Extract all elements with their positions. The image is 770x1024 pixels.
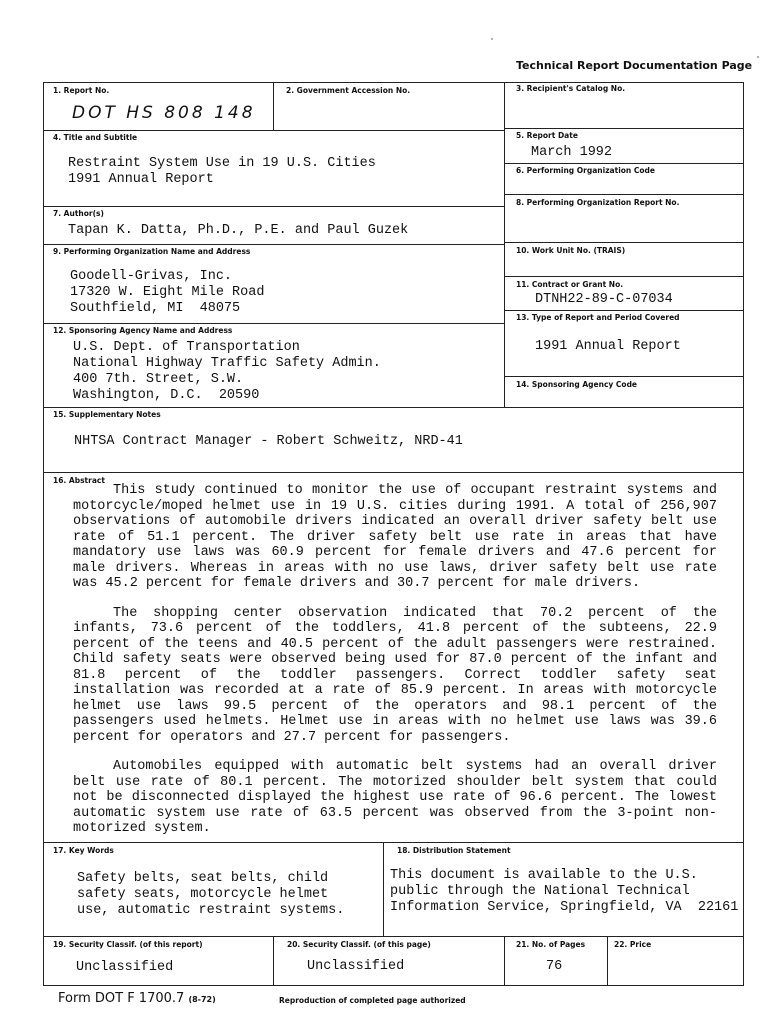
report-type-label: 13. Type of Report and Period Covered bbox=[516, 313, 680, 322]
authors-label: 7. Author(s) bbox=[53, 209, 104, 218]
performing-org-line-3: Southfield, MI 48075 bbox=[70, 301, 241, 316]
performing-org-line-2: 17320 W. Eight Mile Road bbox=[70, 285, 265, 300]
authors-value: Tapan K. Datta, Ph.D., P.E. and Paul Guzek bbox=[68, 223, 409, 238]
divider bbox=[43, 323, 504, 324]
divider bbox=[383, 842, 384, 936]
page-header-title: Technical Report Documentation Page bbox=[516, 59, 753, 72]
sponsoring-agency-line-4: Washington, D.C. 20590 bbox=[73, 388, 260, 403]
sponsoring-agency-code-label: 14. Sponsoring Agency Code bbox=[516, 380, 638, 389]
abstract-paragraph-1: This study continued to monitor the use of occupant restraint systems and motorcycle/moped helmet use in 19 U.S. cities during 1991. A total of 256,907 observations of automobile drivers indicated an overall driver safety belt use rate of 51.1 percent. The driver safety belt use rate in areas that have mandatory use laws was 60.9 percent for female drivers and 47.6 percent for male drivers. Whereas in areas with no use laws, driver safety belt use rate was 45.2 percent for female drivers and 30.7 percent for male drivers. bbox=[73, 483, 717, 591]
security-report-label: 19. Security Classif. (of this report) bbox=[53, 940, 203, 949]
distribution-line-1: This document is available to the U.S. bbox=[390, 868, 698, 883]
divider bbox=[504, 936, 505, 985]
title-label: 4. Title and Subtitle bbox=[53, 133, 138, 142]
form-border-bottom bbox=[43, 985, 744, 986]
key-words-line-1: Safety belts, seat belts, child bbox=[77, 871, 329, 886]
divider bbox=[43, 472, 744, 473]
report-type-value: 1991 Annual Report bbox=[535, 339, 681, 354]
contract-label: 11. Contract or Grant No. bbox=[516, 280, 624, 289]
divider bbox=[43, 842, 744, 843]
abstract-paragraph-3: Automobiles equipped with automatic belt systems had an overall driver belt use rate of 80.1 percent. The motorized shoulder belt system that could not be disconnected displayed the highest use rate of 96.6 percent. The lowest automatic system use rate of 63.5 percent was observed from the 3-point non-motorized system. bbox=[73, 759, 717, 836]
form-border-right bbox=[743, 82, 744, 985]
report-date-value: March 1992 bbox=[531, 145, 613, 160]
divider bbox=[43, 936, 744, 937]
performing-org-code-label: 6. Performing Organization Code bbox=[516, 166, 655, 175]
abstract-body bbox=[73, 483, 717, 851]
title-line-1: Restraint System Use in 19 U.S. Cities bbox=[68, 156, 376, 171]
divider bbox=[273, 936, 274, 985]
report-no-value: DOT HS 808 148 bbox=[72, 103, 256, 123]
work-unit-label: 10. Work Unit No. (TRAIS) bbox=[516, 246, 626, 255]
price-label: 22. Price bbox=[614, 940, 652, 949]
divider bbox=[504, 242, 743, 243]
divider bbox=[504, 163, 743, 164]
distribution-line-2: public through the National Technical bbox=[390, 884, 690, 899]
divider bbox=[504, 194, 743, 195]
gov-accession-label: 2. Government Accession No. bbox=[286, 86, 411, 95]
contract-value: DTNH22-89-C-07034 bbox=[535, 292, 673, 307]
distribution-label: 18. Distribution Statement bbox=[397, 846, 511, 855]
scan-speck bbox=[757, 56, 759, 58]
key-words-line-3: use, automatic restraint systems. bbox=[77, 903, 345, 918]
form-number-text: Form DOT F 1700.7 bbox=[58, 991, 185, 1006]
right-column-divider bbox=[504, 82, 505, 407]
security-page-value: Unclassified bbox=[307, 959, 405, 974]
num-pages-value: 76 bbox=[546, 959, 563, 974]
security-report-value: Unclassified bbox=[76, 960, 174, 975]
report-date-label: 5. Report Date bbox=[516, 131, 578, 140]
key-words-line-2: safety seats, motorcycle helmet bbox=[77, 887, 329, 902]
distribution-line-3: Information Service, Springfield, VA 22161 bbox=[390, 900, 739, 915]
divider bbox=[504, 128, 743, 129]
scan-speck bbox=[491, 38, 493, 40]
divider bbox=[43, 206, 504, 207]
form-date: (8-72) bbox=[188, 995, 216, 1004]
security-page-label: 20. Security Classif. (of this page) bbox=[287, 940, 431, 949]
key-words-label: 17. Key Words bbox=[53, 846, 114, 855]
performing-org-label: 9. Performing Organization Name and Address bbox=[53, 247, 251, 256]
form-border-left bbox=[43, 82, 44, 985]
divider bbox=[43, 244, 504, 245]
title-line-2: 1991 Annual Report bbox=[68, 172, 214, 187]
abstract-paragraph-2: The shopping center observation indicated that 70.2 percent of the infants, 73.6 percent of the toddlers, 41.8 percent of the subteens, 22.9 percent of the teens and 40.5 percent of the adult passengers were restrained. Child safety seats were observed being used for 87.0 percent of the infant and 81.8 percent of the toddler passengers. Correct toddler safety seat installation was recorded at a rate of 85.9 percent. In areas with motorcycle helmet use laws 99.5 percent of the operators and 98.1 percent of the passengers used helmets. Helmet use in areas with no helmet use laws was 39.6 percent for operators and 27.7 percent for passengers. bbox=[73, 605, 717, 745]
num-pages-label: 21. No. of Pages bbox=[516, 940, 586, 949]
sponsoring-agency-label: 12. Sponsoring Agency Name and Address bbox=[53, 326, 233, 335]
sponsoring-agency-line-1: U.S. Dept. of Transportation bbox=[73, 340, 300, 355]
performing-org-report-label: 8. Performing Organization Report No. bbox=[516, 198, 680, 207]
recipient-catalog-label: 3. Recipient's Catalog No. bbox=[516, 84, 626, 93]
divider bbox=[43, 407, 744, 408]
sponsoring-agency-line-3: 400 7th. Street, S.W. bbox=[73, 372, 244, 387]
supplementary-notes-value: NHTSA Contract Manager - Robert Schweitz, NRD-41 bbox=[74, 434, 463, 449]
divider bbox=[607, 936, 608, 985]
divider bbox=[43, 130, 504, 131]
performing-org-line-1: Goodell-Grivas, Inc. bbox=[70, 269, 233, 284]
form-border-top bbox=[43, 82, 744, 83]
divider bbox=[504, 310, 743, 311]
divider bbox=[504, 376, 743, 377]
divider bbox=[504, 276, 743, 277]
divider bbox=[273, 82, 274, 130]
form-number bbox=[58, 991, 216, 1006]
reproduction-note: Reproduction of completed page authorized bbox=[279, 996, 466, 1005]
sponsoring-agency-line-2: National Highway Traffic Safety Admin. bbox=[73, 356, 381, 371]
report-no-label: 1. Report No. bbox=[53, 86, 110, 95]
supplementary-notes-label: 15. Supplementary Notes bbox=[53, 410, 161, 419]
abstract-label: 16. Abstract bbox=[53, 476, 105, 485]
